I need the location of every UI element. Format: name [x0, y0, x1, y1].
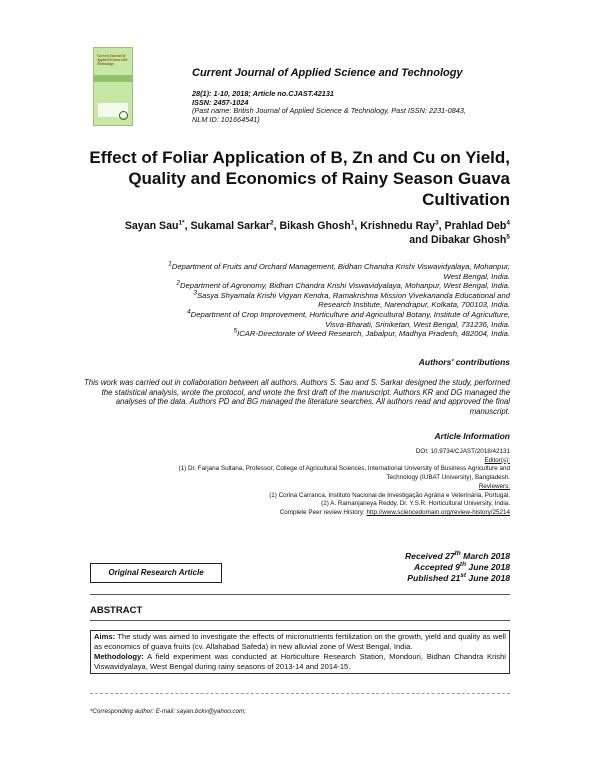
doi: DOI: 10.9734/CJAST/2018/42131 — [415, 448, 510, 455]
journal-info — [192, 90, 466, 124]
author-name: Dibakar Ghosh — [431, 234, 507, 246]
review-history-link[interactable]: http://www.sciencedomain.org/review-history/25214 — [366, 508, 510, 516]
affiliation-item: $^3$Sasya Shyamala Krishi Vigyan Kendra, Ramakrishna Mission Vivekananda Educational and Research Institute, Narendrapur, Kolkata, 700103, India. — [193, 289, 510, 310]
author-name: Prahlad Deb — [444, 220, 507, 232]
journal-cover-thumbnail — [93, 47, 133, 126]
author-affiliation-mark: 5 — [506, 233, 510, 241]
cover-band — [94, 75, 132, 82]
affiliation-item: $^4$Department of Crop Improvement, Horticulture and Agricultural Botany, Institute of Agriculture, Visva-Bharati, Sriniketan, West Bengal, 731236, India. — [187, 308, 510, 329]
reviewers-label: Reviewers: — [478, 482, 510, 490]
reviewer-entry: (2) A. Ramanjaneya Reddy, Dr. Y.S.R. Horticultural University, India. — [321, 500, 510, 508]
divider — [90, 620, 510, 621]
abstract-methodology: Methodology: A field experiment was conducted at Horticulture Research Station, Mondouri, Bidhan Chandra Krishi Viswavidyalaya, West Bengal during rainy seasons of 2013-14 and 2014-15. — [94, 652, 506, 671]
journal-past-name: (Past name: British Journal of Applied Science & Technology, Past ISSN: 2231-0843, — [192, 106, 466, 116]
journal-nlm-id: NLM ID: 101664541) — [192, 114, 260, 124]
published-date: Published 21st June 2018 — [407, 572, 510, 583]
article-info — [80, 448, 510, 518]
author-name: Sayan Sau — [124, 220, 179, 232]
footnote-separator — [90, 693, 510, 694]
editor-entry-cont: Technology (IUBAT University), Bangladesh. — [386, 474, 510, 482]
article-info-heading: Article Information — [434, 431, 510, 441]
cover-logo-icon — [119, 111, 128, 120]
author-name: Sukamal Sarkar — [190, 220, 270, 232]
author-affiliation-mark: 3 — [435, 219, 439, 227]
received-date: Received 27th March 2018 — [404, 550, 510, 561]
author-affiliation-mark: 2 — [270, 219, 274, 227]
journal-title: Current Journal of Applied Science and Technology — [192, 67, 463, 79]
affiliation-item: $^5$ICAR-Directorate of Weed Research, Jabalpur, Madhya Pradesh, 482004, India. — [233, 327, 510, 339]
cover-title: Current Journal of Applied Science and Technology — [97, 54, 128, 66]
author-name: Krishnedu Ray — [360, 220, 436, 232]
contributions-heading: Authors' contributions — [418, 357, 510, 367]
abstract-aims: Aims: The study was aimed to investigate the effects of micronutrients fertilization on the growth, yield and quality as well as economics of guava fruits (cv. Allahabad Safeda) in new alluvial zone of West Bengal, India. — [94, 632, 506, 651]
contributions-text: This work was carried out in collaboration between all authors. Authors S. Sau and S. Sarkar designed the study, performed the statistical analysis, wrote the protocol, and wrote the first draft of the manuscript. Authors KR and DG managed the analyses of the data. Authors PD and BG managed the literature searches. All authors read and approved the final manuscript. — [83, 378, 510, 417]
affiliation-item: $^2$Department of Agronomy, Bidhan Chandra Krishi Viswavidyalaya, Mohanpur, West Bengal, India. — [176, 279, 510, 291]
reviewer-entry: (1) Corina Carranca, Instituto Nacional de Investigação Agrária e Veterinária, Portugal. — [269, 491, 510, 499]
divider — [90, 594, 510, 595]
corresponding-author-footnote: *Corresponding author: E-mail: sayan.bckv@yahoo.com; — [90, 708, 246, 715]
publication-dates — [330, 551, 510, 584]
accepted-date: Accepted 9th June 2018 — [414, 561, 510, 572]
author-affiliation-mark: 1* — [178, 219, 185, 227]
author-name: Bikash Ghosh — [279, 220, 351, 232]
author-affiliation-mark: 1 — [350, 219, 355, 227]
abstract-heading: ABSTRACT — [90, 605, 143, 616]
journal-citation: 28(1): 1-10, 2018; Article no.CJAST.42131 — [192, 89, 334, 98]
editors-label: Editor(s): — [484, 456, 510, 464]
article-type-badge: Original Research Article — [90, 563, 222, 583]
affiliation-item: $^1$Department of Fruits and Orchard Management, Bidhan Chandra Krishi Viswavidyalaya, Mohanpur, West Bengal, India. — [168, 260, 510, 281]
affiliations — [80, 262, 510, 339]
author-list: Sayan Sau$^{1*}$, Sukamal Sarkar$^2$, Bikash Ghosh$^1$, Krishnedu Ray$^3$, Prahlad Deb$^4$ and Dibakar Ghosh$^5$ — [124, 219, 510, 246]
history-label: Complete Peer review History: — [279, 508, 365, 516]
abstract-box — [90, 630, 510, 674]
author-affiliation-mark: 4 — [506, 219, 510, 227]
journal-issn: ISSN: 2457-1024 — [192, 97, 249, 107]
editor-entry: (1) Dr. Farjana Sultana, Professor, College of Agricultural Sciences, International University of Business Agriculture and — [178, 465, 510, 473]
paper-title: Effect of Foliar Application of B, Zn and Cu on Yield, Quality and Economics of Rainy Season Guava Cultivation — [89, 148, 510, 209]
